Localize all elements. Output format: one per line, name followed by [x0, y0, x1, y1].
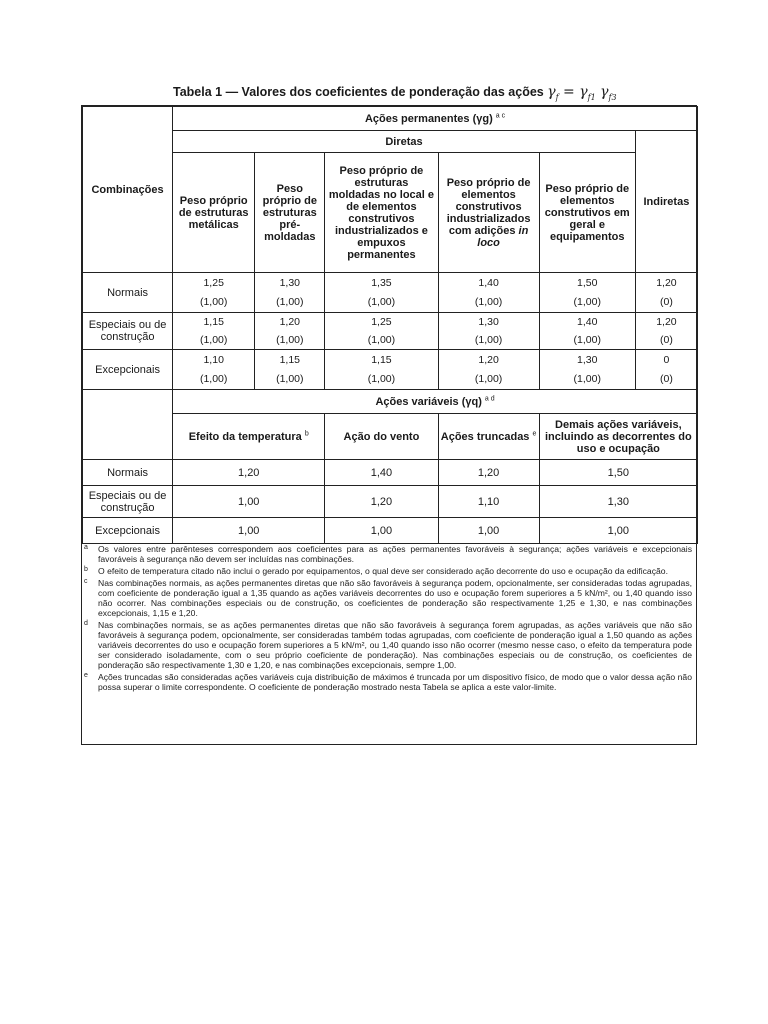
col-header-industrializados-italic: in loco	[477, 224, 529, 249]
value-favorable: (1,00)	[276, 372, 304, 385]
value: 1,50	[577, 276, 598, 289]
footnote-mark: e	[84, 672, 88, 679]
col-header-moldadas-local: Peso próprio de estruturas moldadas no local e de elementos construtivos industrializados e empuxos permanentes	[325, 153, 438, 273]
value-favorable: (1,00)	[367, 295, 396, 308]
col-header-temperatura-text: Efeito da temperatura	[188, 430, 302, 443]
variable-actions-title: Ações variáveis (γq)	[375, 395, 482, 408]
gamma-subscript: f3	[608, 92, 617, 102]
col-header-truncadas	[438, 414, 539, 460]
table-row	[83, 460, 698, 486]
value-cell: 1,10	[438, 486, 539, 518]
value-cell	[539, 273, 635, 313]
variable-actions-header	[173, 390, 698, 414]
table-row	[83, 518, 698, 544]
value-cell: 1,40	[325, 460, 438, 486]
col-header-pre-moldadas: Peso próprio de estruturas pré-moldadas	[255, 153, 325, 273]
col-header-truncadas-text: Ações truncadas	[440, 430, 530, 443]
col-header-industrializados	[438, 153, 539, 273]
value-cell: 1,20	[325, 486, 438, 518]
value-cell	[325, 273, 438, 313]
value: 1,40	[478, 276, 499, 289]
permanent-actions-title: Ações permanentes (γg)	[364, 112, 493, 125]
value-cell	[255, 313, 325, 350]
col-header-metalicas: Peso próprio de estruturas metálicas	[173, 153, 255, 273]
footnote	[82, 672, 696, 692]
value-cell	[539, 350, 635, 390]
table-title	[173, 84, 693, 104]
value-cell: 1,50	[539, 460, 697, 486]
gamma-symbol: γ	[579, 84, 588, 100]
footnote-text: Ações truncadas são consideradas ações variáveis cuja distribuição de máximos é truncada por um dispositivo físico, de modo que o valor dessa ação não possa superar o limite correspondente. O coeficiente de ponderação mostrado nesta Tabela se aplica a este valor-limite.	[98, 672, 692, 692]
value: 1,20	[279, 316, 301, 328]
value-cell	[173, 350, 255, 390]
row-label: Excepcionais	[83, 518, 173, 544]
row-label: Excepcionais	[83, 350, 173, 390]
footnote-text: Nas combinações normais, as ações permanentes diretas que não são favoráveis à segurança podem, opcionalmente, ser consideradas todas agrupadas, com coeficiente de ponderação igual a 1,35 quando as ações variáveis decorrentes do uso e ocupação forem superiores a 5 kN/m², ou 1,40 quando isso não ocorrer. Nas combinações especiais ou de construção, os coeficientes de ponderação são respectivamente 1,25 e 1,30, e nas combinações excepcionais, 1,15 e 1,20.	[98, 578, 692, 618]
diretas-header: Diretas	[173, 131, 636, 153]
table-row	[83, 273, 698, 313]
table-title-text: Tabela 1 — Valores dos coeficientes de ponderação das ações	[173, 85, 544, 99]
footnote-mark: a	[84, 544, 88, 551]
col-header-temperatura-sup: b	[304, 429, 309, 437]
gamma-subscript: f	[555, 92, 559, 102]
footnote	[82, 578, 696, 618]
coefficients-table	[82, 106, 698, 544]
value-cell	[635, 273, 697, 313]
col-header-em-geral: Peso próprio de elementos construtivos em geral e equipamentos	[539, 153, 635, 273]
value-cell	[438, 350, 539, 390]
value: 1,40	[577, 316, 598, 328]
value-favorable: (1,00)	[474, 295, 503, 308]
value-favorable: (1,00)	[474, 334, 503, 346]
value-favorable: (0)	[659, 295, 673, 308]
footnote-text: Os valores entre parênteses correspondem aos coeficientes para as ações permanentes favoráveis à segurança; ações variáveis e excepcionais favoráveis à segurança não devem ser incluídas nas combinações.	[98, 544, 692, 564]
value-cell	[325, 313, 438, 350]
row-label: Normais	[83, 460, 173, 486]
value-favorable: (1,00)	[573, 334, 601, 346]
col-header-industrializados-text: Peso próprio de elementos construtivos industrializados com adições	[446, 176, 531, 237]
footnote-mark: b	[84, 566, 88, 573]
value-favorable: (1,00)	[276, 334, 304, 346]
value: 1,30	[279, 276, 301, 289]
value-favorable: (1,00)	[573, 372, 601, 385]
value: 1,10	[203, 353, 224, 366]
value: 1,25	[371, 316, 392, 328]
value: 1,15	[371, 353, 392, 366]
variable-actions-sup: a d	[484, 394, 495, 402]
value: 1,15	[279, 353, 301, 366]
row-label: Normais	[83, 273, 173, 313]
value-favorable: (0)	[659, 372, 673, 385]
col-header-truncadas-sup: e	[532, 429, 537, 437]
value-favorable: (1,00)	[367, 334, 396, 346]
value-cell: 1,00	[438, 518, 539, 544]
value: 1,25	[203, 276, 224, 289]
value: 0	[663, 353, 670, 366]
blank-cell	[83, 390, 173, 460]
permanent-actions-sup: a c	[495, 111, 506, 119]
value-cell	[539, 313, 635, 350]
value-cell	[255, 273, 325, 313]
value-cell: 1,30	[539, 486, 697, 518]
value-cell	[635, 350, 697, 390]
footnote-mark: c	[84, 578, 88, 585]
gamma-subscript: f1	[587, 92, 596, 102]
value-cell: 1,00	[539, 518, 697, 544]
value-cell: 1,20	[173, 460, 325, 486]
table-row	[83, 313, 698, 350]
value-cell	[173, 313, 255, 350]
combinacoes-header: Combinações	[83, 107, 173, 273]
value-cell	[438, 313, 539, 350]
gamma-symbol: γ	[600, 84, 609, 100]
footnote-text: Nas combinações normais, se as ações permanentes diretas que não são favoráveis à segurança forem agrupadas, as ações variáveis que não são favoráveis à segurança podem, opcionalmente, ser consideradas também todas agrupadas, com coeficiente de ponderação igual a 1,50 quando as ações variáveis decorrentes do uso e ocupação forem superiores a 5 kN/m², ou 1,40 quando isso não ocorrer (mesmo nesse caso, o efeito da temperatura pode ser considerado isoladamente, com o seu próprio coeficiente de ponderação). Nas combinações especiais ou de construção, os coeficientes de ponderação são respectivamente 1,30 e 1,20, e nas combinações excepcionais, sempre 1,00.	[98, 620, 692, 670]
value-favorable: (1,00)	[199, 372, 228, 385]
col-header-demais: Demais ações variáveis, incluindo as decorrentes do uso e ocupação	[539, 414, 697, 460]
value-cell	[438, 273, 539, 313]
value-cell	[635, 313, 697, 350]
value-favorable: (1,00)	[199, 295, 228, 308]
table-frame	[81, 105, 697, 745]
row-label: Especiais ou de construção	[83, 486, 173, 518]
value-favorable: (0)	[659, 334, 673, 346]
value-favorable: (1,00)	[276, 295, 304, 308]
footnote	[82, 620, 696, 670]
col-header-vento: Ação do vento	[325, 414, 438, 460]
value: 1,15	[203, 316, 224, 328]
value: 1,20	[656, 276, 677, 289]
equals-sign: =	[563, 84, 575, 100]
value-favorable: (1,00)	[199, 334, 228, 346]
footnote	[82, 544, 696, 564]
row-label: Especiais ou de construção	[83, 313, 173, 350]
value-cell: 1,00	[173, 486, 325, 518]
footnote-mark: d	[84, 620, 88, 627]
value: 1,30	[577, 353, 598, 366]
value-cell: 1,00	[173, 518, 325, 544]
value-favorable: (1,00)	[474, 372, 503, 385]
value-favorable: (1,00)	[573, 295, 601, 308]
table-row	[83, 486, 698, 518]
footnotes	[82, 544, 696, 694]
col-header-temperatura	[173, 414, 325, 460]
footnote	[82, 566, 696, 576]
permanent-actions-header	[173, 107, 698, 131]
value-cell	[255, 350, 325, 390]
value: 1,30	[478, 316, 499, 328]
value: 1,35	[371, 276, 392, 289]
value-cell: 1,00	[325, 518, 438, 544]
table-row	[83, 350, 698, 390]
value-cell	[173, 273, 255, 313]
value-cell: 1,20	[438, 460, 539, 486]
value: 1,20	[656, 316, 677, 328]
value-favorable: (1,00)	[367, 372, 396, 385]
indiretas-header: Indiretas	[635, 131, 697, 273]
footnote-text: O efeito de temperatura citado não inclui o gerado por equipamentos, o qual deve ser considerado ação decorrente do uso e ocupação da edificação.	[98, 566, 668, 576]
gamma-symbol: γ	[547, 84, 556, 100]
gamma-formula	[547, 84, 616, 100]
value-cell	[325, 350, 438, 390]
value: 1,20	[478, 353, 499, 366]
